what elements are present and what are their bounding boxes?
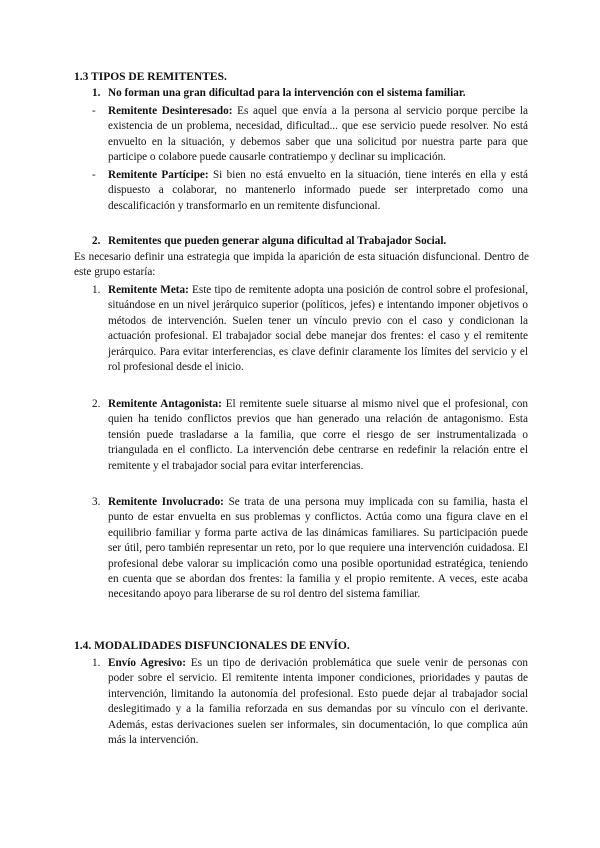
bullet-dash: - bbox=[92, 105, 96, 117]
section-1-3-title: 1.3 TIPOS DE REMITENTES. bbox=[74, 71, 227, 83]
subitem-number: 3. bbox=[92, 496, 101, 508]
subitem-remitente-involucrado bbox=[108, 495, 528, 603]
subitem-number: 2. bbox=[92, 398, 101, 410]
bullet-remitente-participe bbox=[108, 168, 528, 214]
subitem-text: Se trata de una persona muy implicada con su familia, hasta el punto de estar envuelta en sus problemas y conflictos. Actúa como una figura clave en el equilibrio familiar y forma parte activa de las dinámicas familiares. Su participación puede ser útil, pero también representar un reto, por lo que requiere una intervención cuidadosa. El profesional debe valorar su implicación como una posible oportunidad estratégica, teniendo en cuenta que se abordan dos frentes: la familia y el propio remitente. A veces, este acaba necesitando apoyo para liberarse de su rol dentro del sistema familiar. bbox=[108, 496, 528, 601]
subitem-remitente-meta bbox=[108, 283, 528, 375]
subitem-text: El remitente suele situarse al mismo nivel que el profesional, con quien ha tenido conflictos previos que han generado una relación de antagonismo. Esta tensión puede trasladarse a la familia, que corre el riesgo de ser instrumentalizada o triangulada en el conflicto. La intervención debe centrarse en redefinir la relación entre el remitente y el trabajador social para evitar interferencias. bbox=[108, 398, 528, 472]
subitem-remitente-antagonista bbox=[108, 397, 528, 474]
term-label: Remitente Antagonista: bbox=[108, 398, 222, 410]
section-1-4-title: 1.4. MODALIDADES DISFUNCIONALES DE ENVÍO. bbox=[74, 640, 350, 652]
item-2-intro: Es necesario definir una estrategia que impida la aparición de esta situación disfuncional. Dentro de este grupo estaría: bbox=[74, 251, 529, 279]
subitem-envio-agresivo bbox=[108, 656, 528, 748]
term-label: Remitente Desinteresado: bbox=[108, 105, 233, 117]
item-1-heading: No forman una gran dificultad para la intervención con el sistema familiar. bbox=[108, 87, 466, 99]
term-label: Remitente Partícipe: bbox=[108, 169, 209, 181]
subitem-number: 1. bbox=[92, 657, 101, 669]
subitem-text: Este tipo de remitente adopta una posición de control sobre el profesional, situándose en un nivel jerárquico superior (políticos, jefes) e intentando imponer objetivos o métodos de intervención. Suelen tener un vínculo previo con el caso y condicionan la actuación profesional. El trabajador social debe manejar dos frentes: el caso y el remitente jerárquico. Para evitar interferencias, es clave definir claramente los límites del servicio y el rol profesional desde el inicio. bbox=[108, 284, 528, 374]
term-label: Envío Agresivo: bbox=[108, 657, 186, 669]
item-2-heading: Remitentes que pueden generar alguna dificultad al Trabajador Social. bbox=[108, 235, 447, 247]
term-label: Remitente Involucrado: bbox=[108, 496, 224, 508]
term-label: Remitente Meta: bbox=[108, 284, 189, 296]
bullet-text: Si bien no está envuelto en la situación, tiene interés en ella y está dispuesto a colaborar, no mantenerlo informado puede ser interpretado como una descalificación y transformarlo en un remitente disfuncional. bbox=[108, 169, 528, 212]
bullet-remitente-desinteresado bbox=[108, 104, 528, 166]
bullet-dash: - bbox=[92, 169, 96, 181]
subitem-text: Es un tipo de derivación problemática que suele venir de personas con poder sobre el servicio. El remitente intenta imponer condiciones, prioridades y pautas de intervención, limitando la autonomía del profesional. Esto puede dejar al trabajador social deslegitimado y a la familia reforzada en sus demandas por su vínculo con el derivante. Además, estas derivaciones suelen ser informales, sin documentación, lo que complica aún más la intervención. bbox=[108, 657, 528, 747]
item-2-number: 2. bbox=[92, 235, 101, 247]
bullet-text: Es aquel que envía a la persona al servicio porque percibe la existencia de un problema, necesidad, dificultad... que ese servicio puede resolver. No está envuelto en la situación, y debemos saber que una solicitud por nuestra parte para que participe o colabore puede causarle contratiempo y declinar su implicación. bbox=[108, 105, 529, 164]
subitem-number: 1. bbox=[92, 284, 101, 296]
item-1-number: 1. bbox=[92, 87, 101, 99]
